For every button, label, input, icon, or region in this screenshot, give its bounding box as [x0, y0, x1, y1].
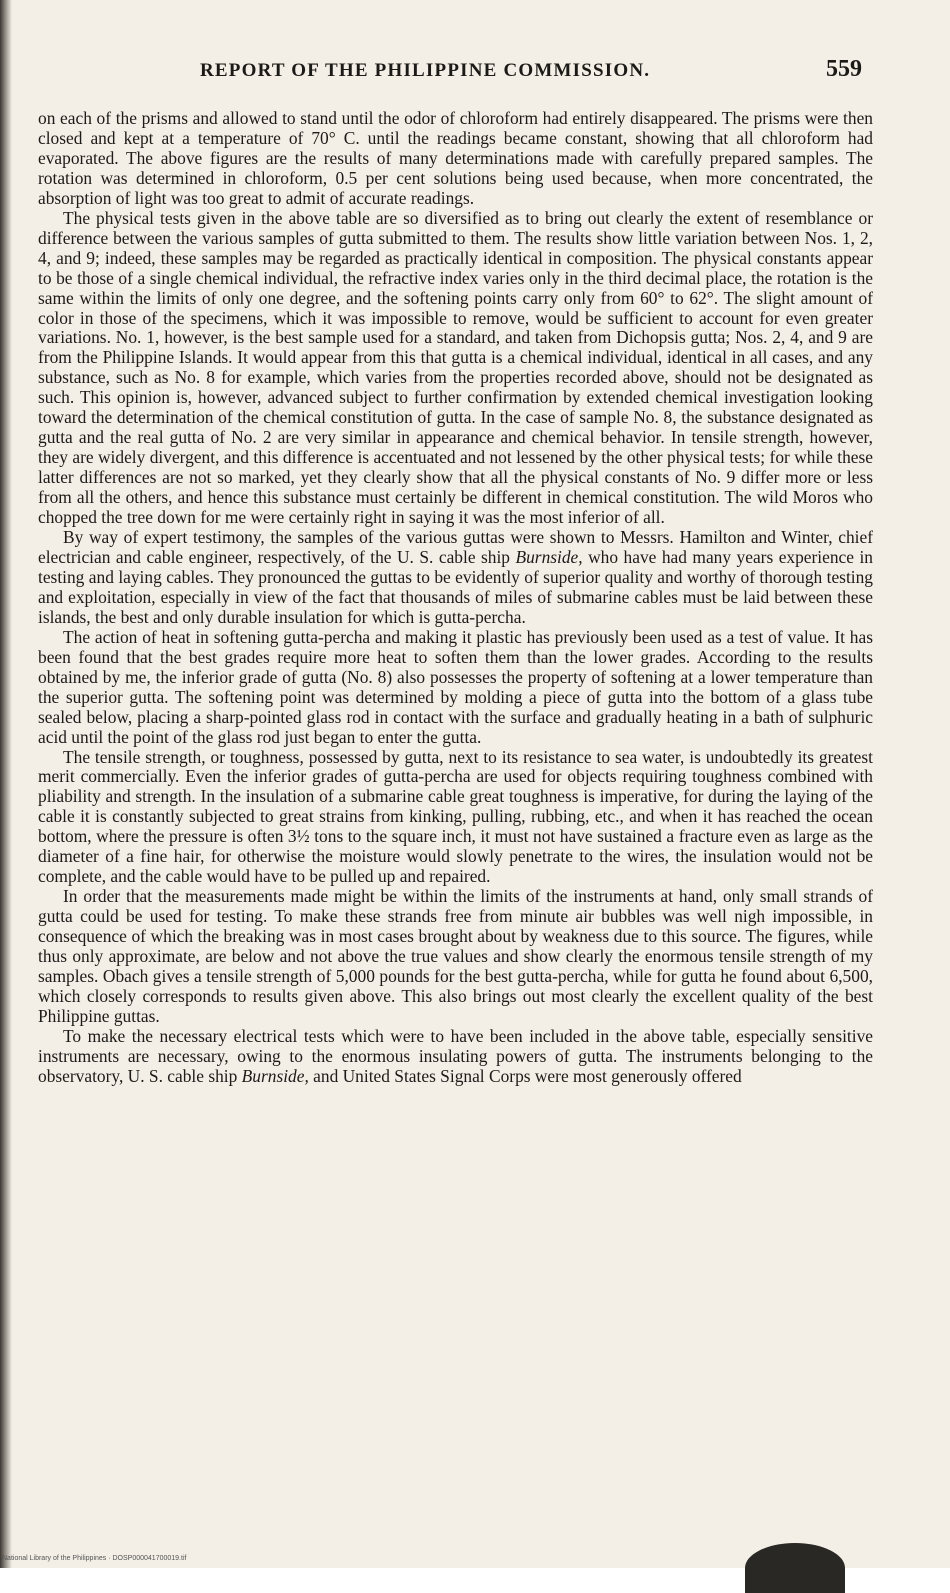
binding-shadow [0, 0, 12, 1568]
paragraph-2: The physical tests given in the above table are so diversified as to bring out clearly the extent of resemblance or difference between the various samples of gutta submitted to them. The results show little variation between Nos. 1, 2, 4, and 9; indeed, these samples may be regarded as practically identical in composition. The physical constants appear to be those of a single chemical individual, the refractive index varies only in the third decimal place, the rotation is the same within the limits of only one degree, and the softening points carry only from 60° to 62°. The slight amount of color in those of the specimens, which it was impossible to remove, would be sufficient to account for even greater variations. No. 1, however, is the best sample used for a standard, and taken from Dichopsis gutta; Nos. 2, 4, and 9 are from the Philippine Islands. It would appear from this that gutta is a chemical individual, identical in all cases, and any substance, such as No. 8 for example, which varies from the properties recorded above, should not be designated as such. This opinion is, however, advanced subject to further confirmation by extended chemical investigation looking toward the determination of the chemical constitution of gutta. In the case of sample No. 8, the substance designated as gutta and the real gutta of No. 2 are very similar in appearance and chemical behavior. In tensile strength, however, they are widely divergent, and this difference is accentuated and not lessened by the other physical tests; for while these latter differences are not so marked, yet they clearly show that all the physical constants of No. 9 differ more or less from all the others, and hence this substance must certainly be different in chemical constitution. The wild Moros who chopped the tree down for me were certainly right in saying it was the most inferior of all. [38, 207, 873, 528]
body-text [38, 109, 873, 1489]
paragraph-7-text-b: and United States Signal Corps were most generously offered [308, 1065, 742, 1086]
paragraph-3-text-b: who have had many years experience in testing and laying cables. They pronounced the guttas to be evidently of superior quality and worthy of thorough testing and exploitation, especially in view of the fact that thousands of miles of submarine cables must be laid between these islands, the best and only durable insulation for which is gutta-percha. [38, 546, 873, 627]
paragraph-5: The tensile strength, or toughness, possessed by gutta, next to its resistance to sea water, is undoubtedly its greatest merit commercially. Even the inferior grades of gutta-percha are used for objects requiring toughness combined with pliability and strength. In the insulation of a submarine cable great toughness is imperative, for during the laying of the cable it is constantly subjected to great strains from kinking, pulling, rubbing, etc., and when it has reached the ocean bottom, where the pressure is often 3½ tons to the square inch, it must not have sustained a fracture even as large as the diameter of a fine hair, for otherwise the moisture would slowly penetrate to the wires, the insulation would not be complete, and the cable would have to be pulled up and repaired. [38, 746, 873, 887]
paragraph-1: on each of the prisms and allowed to stand until the odor of chloroform had entirely disappeared. The prisms were then closed and kept at a temperature of 70° C. until the readings became constant, showing that all chloroform had evaporated. The above figures are the results of many determinations made with carefully prepared samples. The rotation was determined in chloroform, 0.5 per cent solutions being used because, when more concentrated, the absorption of light was too great to admit of accurate readings. [38, 109, 873, 208]
ship-name: Burnside, [241, 1065, 309, 1086]
paragraph-3-text-a: By way of expert testimony, the samples of the various guttas were shown to Messrs. Hamilton and Winter, chief electrician and cable engineer, respectively, of the U. S. cable ship [38, 527, 873, 567]
scan-footer-note: National Library of the Philippines · DOSP000041700019.tif [2, 1555, 187, 1562]
page-number: 559 [826, 56, 862, 82]
paragraph-4: The action of heat in softening gutta-percha and making it plastic has previously been used as a test of value. It has been found that the best grades require more heat to soften them than the lower grades. According to the results obtained by me, the inferior grade of gutta (No. 8) also possesses the property of softening at a lower temperature than the superior gutta. The softening point was determined by molding a piece of gutta into the bottom of a glass tube sealed below, placing a sharp-pointed glass rod in contact with the surface and gradually heating in a bath of sulphuric acid until the point of the glass rod just began to enter the gutta. [38, 626, 873, 747]
paragraph-3 [38, 528, 873, 628]
ship-name: Burnside, [515, 546, 583, 567]
running-head: REPORT OF THE PHILIPPINE COMMISSION. [200, 60, 651, 81]
scan-corner-shadow [745, 1543, 845, 1593]
page-header [0, 56, 950, 90]
paragraph-7 [38, 1027, 873, 1087]
paragraph-6: In order that the measurements made might be within the limits of the instruments at hand, only small strands of gutta could be used for testing. To make these strands free from minute air bubbles was well nigh impossible, in consequence of which the breaking was in most cases brought about by weakness due to this source. The figures, while thus only approximate, are below and not above the true values and show clearly the enormous tensile strength of my samples. Obach gives a tensile strength of 5,000 pounds for the best gutta-percha, while for gutta he found about 6,500, which closely corresponds to results given above. This also brings out most clearly the excellent quality of the best Philippine guttas. [38, 886, 873, 1026]
paragraph-7-text-a: To make the necessary electrical tests which were to have been included in the above table, especially sensitive instruments are necessary, owing to the enormous insulating powers of gutta. The instruments belonging to the observatory, U. S. cable ship [38, 1025, 873, 1086]
